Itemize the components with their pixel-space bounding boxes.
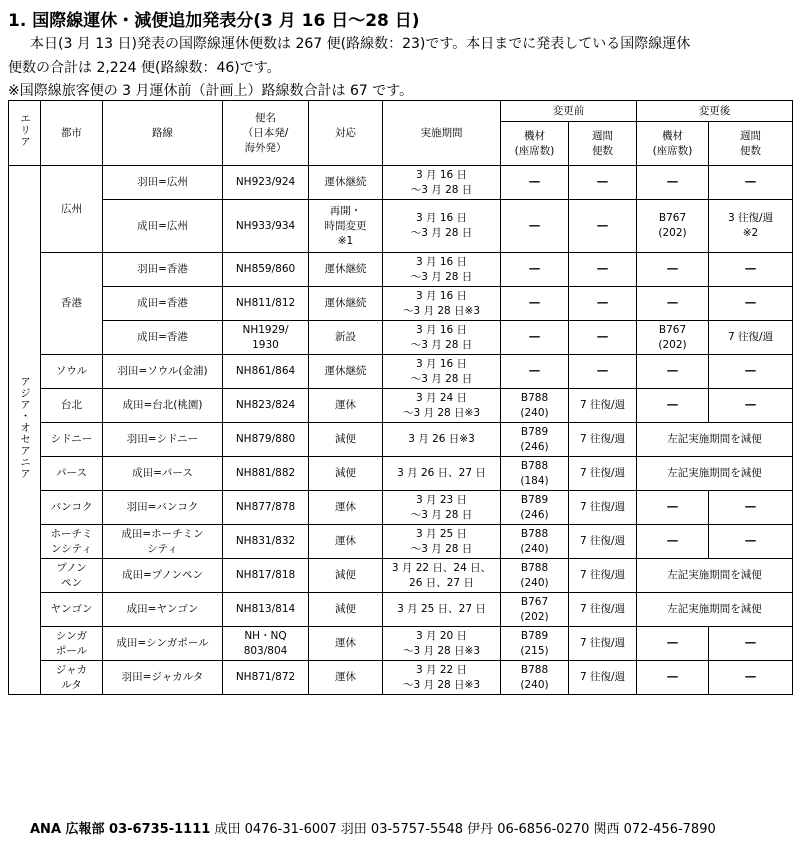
header-weekly-after: 週間 便数 <box>709 122 793 166</box>
action-cell: 運休継続 <box>309 253 383 287</box>
table-row <box>9 423 793 457</box>
period-cell: 3 月 16 日 ～3 月 28 日 <box>383 200 501 253</box>
equip-before-cell: B788 (240) <box>501 389 569 423</box>
route-cell: 成田=ヤンゴン <box>103 593 223 627</box>
action-cell: 運休 <box>309 491 383 525</box>
header-weekly-before: 週間 便数 <box>569 122 637 166</box>
equip-before-cell: B767 (202) <box>501 593 569 627</box>
city-cell: ホーチミ ンシティ <box>41 525 103 559</box>
equip-after-cell: ― <box>637 661 709 695</box>
footer-label: ANA 広報部 03-6735-1111 <box>30 822 211 837</box>
header-flight: 便名 （日本発/ 海外発） <box>223 101 309 166</box>
flight-cell: NH1929/ 1930 <box>223 321 309 355</box>
period-cell: 3 月 25 日、27 日 <box>383 593 501 627</box>
period-cell: 3 月 25 日 ～3 月 28 日 <box>383 525 501 559</box>
equip-before-cell: B788 (240) <box>501 525 569 559</box>
action-cell: 運休継続 <box>309 166 383 200</box>
city-cell: バンコク <box>41 491 103 525</box>
period-cell: 3 月 22 日 ～3 月 28 日※3 <box>383 661 501 695</box>
action-cell: 運休継続 <box>309 287 383 321</box>
equip-before-cell: ― <box>501 355 569 389</box>
equip-after-cell: B767 (202) <box>637 321 709 355</box>
flight-cell: NH831/832 <box>223 525 309 559</box>
weekly-after-cell: ― <box>709 389 793 423</box>
action-cell: 運休 <box>309 627 383 661</box>
equip-after-cell: ― <box>637 166 709 200</box>
equip-before-cell: B788 (240) <box>501 559 569 593</box>
flight-cell: NH859/860 <box>223 253 309 287</box>
header-action: 対応 <box>309 101 383 166</box>
city-cell: ヤンゴン <box>41 593 103 627</box>
city-cell: プノン ペン <box>41 559 103 593</box>
equip-before-cell: ― <box>501 200 569 253</box>
action-cell: 再開・ 時間変更 ※1 <box>309 200 383 253</box>
action-cell: 減便 <box>309 457 383 491</box>
equip-before-cell: ― <box>501 287 569 321</box>
intro-line-2: 便数の合計は 2,224 便(路線数：46)です。 <box>8 60 281 76</box>
period-cell: 3 月 26 日※3 <box>383 423 501 457</box>
weekly-before-cell: ― <box>569 355 637 389</box>
flight-cell: NH881/882 <box>223 457 309 491</box>
action-cell: 新設 <box>309 321 383 355</box>
flight-cell: NH871/872 <box>223 661 309 695</box>
city-cell: 広州 <box>41 166 103 253</box>
flight-cell: NH・NQ 803/804 <box>223 627 309 661</box>
weekly-before-cell: ― <box>569 321 637 355</box>
route-cell: 成田=パース <box>103 457 223 491</box>
weekly-after-cell: ― <box>709 627 793 661</box>
weekly-after-cell: ― <box>709 253 793 287</box>
action-cell: 運休 <box>309 389 383 423</box>
period-cell: 3 月 16 日 ～3 月 28 日※3 <box>383 287 501 321</box>
equip-before-cell: ― <box>501 321 569 355</box>
after-merged-cell: 左記実施期間を減便 <box>637 457 793 491</box>
header-city: 都市 <box>41 101 103 166</box>
weekly-after-cell: ― <box>709 525 793 559</box>
equip-after-cell: B767 (202) <box>637 200 709 253</box>
equip-before-cell: ― <box>501 253 569 287</box>
table-row <box>9 627 793 661</box>
header-period: 実施期間 <box>383 101 501 166</box>
equip-before-cell: ― <box>501 166 569 200</box>
period-cell: 3 月 24 日 ～3 月 28 日※3 <box>383 389 501 423</box>
equip-after-cell: ― <box>637 389 709 423</box>
weekly-before-cell: 7 往復/週 <box>569 661 637 695</box>
equip-before-cell: B789 (246) <box>501 491 569 525</box>
flight-cell: NH817/818 <box>223 559 309 593</box>
route-cell: 成田=ホーチミン シティ <box>103 525 223 559</box>
city-cell: パース <box>41 457 103 491</box>
city-cell: ソウル <box>41 355 103 389</box>
weekly-before-cell: 7 往復/週 <box>569 559 637 593</box>
flight-cell: NH933/934 <box>223 200 309 253</box>
equip-before-cell: B789 (215) <box>501 627 569 661</box>
route-cell: 羽田=ジャカルタ <box>103 661 223 695</box>
weekly-after-cell: 7 往復/週 <box>709 321 793 355</box>
suspension-table <box>8 100 793 695</box>
header-area: エリア <box>9 101 41 166</box>
area-cell: アジア・オセアニア <box>9 166 41 695</box>
flight-cell: NH813/814 <box>223 593 309 627</box>
weekly-after-cell: ― <box>709 355 793 389</box>
weekly-before-cell: 7 往復/週 <box>569 525 637 559</box>
table-row <box>9 457 793 491</box>
table-row <box>9 166 793 200</box>
weekly-before-cell: 7 往復/週 <box>569 593 637 627</box>
table-body <box>9 166 793 695</box>
route-cell: 成田=広州 <box>103 200 223 253</box>
weekly-before-cell: ― <box>569 253 637 287</box>
weekly-after-cell: ― <box>709 166 793 200</box>
footer-numbers: 成田 0476-31-6007 羽田 03-5757-5548 伊丹 06-6856-0270 関西 072-456-7890 <box>210 822 716 837</box>
header-before: 変更前 <box>501 101 637 122</box>
equip-before-cell: B789 (246) <box>501 423 569 457</box>
weekly-after-cell: 3 往復/週 ※2 <box>709 200 793 253</box>
after-merged-cell: 左記実施期間を減便 <box>637 423 793 457</box>
route-cell: 羽田=シドニー <box>103 423 223 457</box>
weekly-after-cell: ― <box>709 287 793 321</box>
weekly-before-cell: 7 往復/週 <box>569 457 637 491</box>
flight-cell: NH823/824 <box>223 389 309 423</box>
period-cell: 3 月 26 日、27 日 <box>383 457 501 491</box>
weekly-before-cell: 7 往復/週 <box>569 423 637 457</box>
action-cell: 運休 <box>309 525 383 559</box>
period-cell: 3 月 16 日 ～3 月 28 日 <box>383 166 501 200</box>
period-cell: 3 月 16 日 ～3 月 28 日 <box>383 321 501 355</box>
equip-after-cell: ― <box>637 287 709 321</box>
equip-after-cell: ― <box>637 491 709 525</box>
weekly-before-cell: 7 往復/週 <box>569 491 637 525</box>
equip-after-cell: ― <box>637 253 709 287</box>
weekly-before-cell: 7 往復/週 <box>569 389 637 423</box>
table-row <box>9 200 793 253</box>
equip-after-cell: ― <box>637 525 709 559</box>
route-cell: 成田=香港 <box>103 321 223 355</box>
table-row <box>9 287 793 321</box>
weekly-before-cell: ― <box>569 200 637 253</box>
table-row <box>9 491 793 525</box>
route-cell: 成田=台北(桃園) <box>103 389 223 423</box>
equip-before-cell: B788 (240) <box>501 661 569 695</box>
table-row <box>9 321 793 355</box>
flight-cell: NH877/878 <box>223 491 309 525</box>
table-row <box>9 355 793 389</box>
weekly-after-cell: ― <box>709 491 793 525</box>
action-cell: 減便 <box>309 559 383 593</box>
period-cell: 3 月 16 日 ～3 月 28 日 <box>383 355 501 389</box>
page-title: 1. 国際線運休・減便追加発表分(3 月 16 日～28 日) <box>8 11 420 31</box>
route-cell: 成田=プノンペン <box>103 559 223 593</box>
route-cell: 成田=香港 <box>103 287 223 321</box>
table-row <box>9 253 793 287</box>
route-cell: 羽田=香港 <box>103 253 223 287</box>
weekly-before-cell: 7 往復/週 <box>569 627 637 661</box>
action-cell: 減便 <box>309 423 383 457</box>
period-cell: 3 月 20 日 ～3 月 28 日※3 <box>383 627 501 661</box>
header-after: 変更後 <box>637 101 793 122</box>
table-row <box>9 593 793 627</box>
flight-cell: NH861/864 <box>223 355 309 389</box>
city-cell: シドニー <box>41 423 103 457</box>
city-cell: シンガ ポール <box>41 627 103 661</box>
table-row <box>9 559 793 593</box>
after-merged-cell: 左記実施期間を減便 <box>637 593 793 627</box>
route-cell: 羽田=広州 <box>103 166 223 200</box>
table-row <box>9 661 793 695</box>
intro-note: ※国際線旅客便の 3 月運休前（計画上）路線数合計は 67 です。 <box>8 83 414 99</box>
header-equip-before: 機材 (座席数) <box>501 122 569 166</box>
city-cell: 台北 <box>41 389 103 423</box>
header-equip-after: 機材 (座席数) <box>637 122 709 166</box>
header-route: 路線 <box>103 101 223 166</box>
period-cell: 3 月 23 日 ～3 月 28 日 <box>383 491 501 525</box>
equip-after-cell: ― <box>637 627 709 661</box>
route-cell: 羽田=ソウル(金浦) <box>103 355 223 389</box>
table-row <box>9 389 793 423</box>
action-cell: 運休継続 <box>309 355 383 389</box>
route-cell: 成田=シンガポール <box>103 627 223 661</box>
flight-cell: NH879/880 <box>223 423 309 457</box>
after-merged-cell: 左記実施期間を減便 <box>637 559 793 593</box>
weekly-before-cell: ― <box>569 287 637 321</box>
action-cell: 運休 <box>309 661 383 695</box>
action-cell: 減便 <box>309 593 383 627</box>
route-cell: 羽田=バンコク <box>103 491 223 525</box>
period-cell: 3 月 16 日 ～3 月 28 日 <box>383 253 501 287</box>
city-cell: 香港 <box>41 253 103 355</box>
equip-after-cell: ― <box>637 355 709 389</box>
weekly-after-cell: ― <box>709 661 793 695</box>
intro-line-1: 本日(3 月 13 日)発表の国際線運休便数は 267 便(路線数：23)です。本日までに発表している国際線運休 <box>30 36 691 52</box>
city-cell: ジャカ ルタ <box>41 661 103 695</box>
period-cell: 3 月 22 日、24 日、 26 日、27 日 <box>383 559 501 593</box>
equip-before-cell: B788 (184) <box>501 457 569 491</box>
footer-contact <box>30 818 716 837</box>
flight-cell: NH811/812 <box>223 287 309 321</box>
flight-cell: NH923/924 <box>223 166 309 200</box>
weekly-before-cell: ― <box>569 166 637 200</box>
table-row <box>9 525 793 559</box>
